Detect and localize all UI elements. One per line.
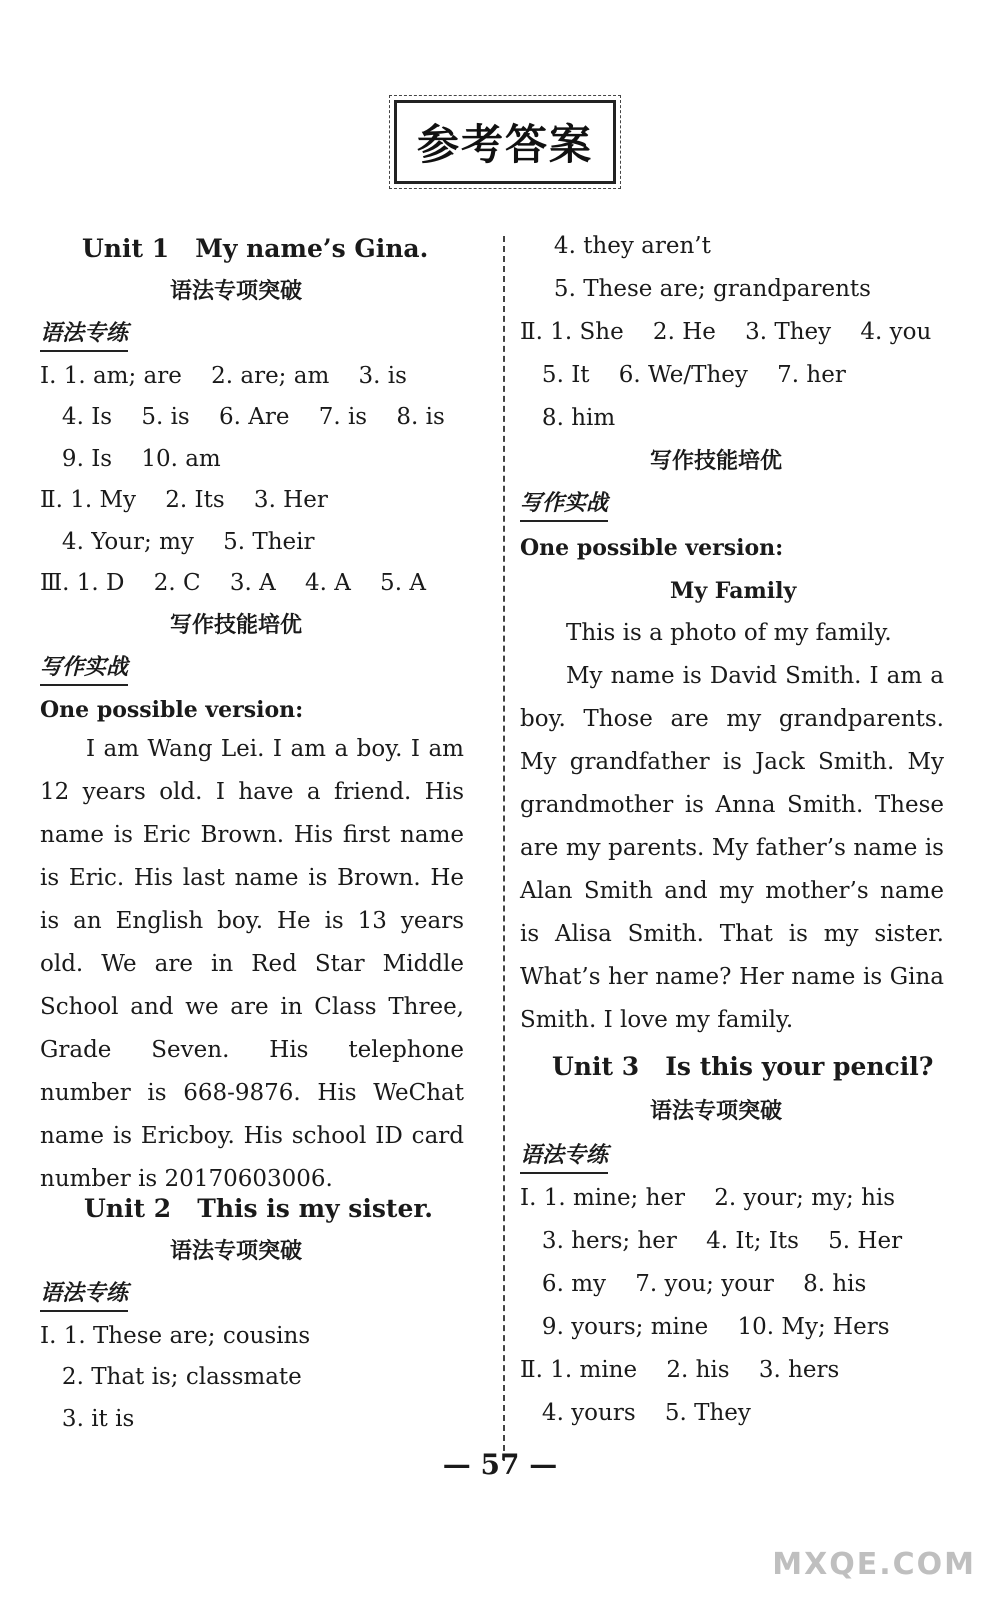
unit2-answer-line: 5. It 6. We/They 7. her [520, 362, 846, 388]
column-divider [503, 236, 505, 1461]
unit2-writing-label: 写作实战 [520, 490, 608, 522]
unit1-answer-line: Ⅲ. 1. D 2. C 3. A 4. A 5. A [40, 570, 426, 596]
unit2-answer-line: Ⅱ. 1. She 2. He 3. They 4. you [520, 319, 932, 345]
unit3-answer-line: 9. yours; mine 10. My; Hers [520, 1314, 890, 1340]
unit1-answer-line: 9. Is 10. am [40, 446, 221, 472]
unit1-version-label: One possible version: [40, 697, 304, 723]
unit1-answer-line: Ⅱ. 1. My 2. Its 3. Her [40, 487, 328, 513]
unit2-answer-line: Ⅰ. 1. These are; cousins [40, 1323, 311, 1349]
unit3-practice-label: 语法专练 [520, 1142, 608, 1174]
unit2-essay-p1: This is a photo of my family. [566, 620, 892, 646]
unit3-grammar-title: 语法专项突破 [650, 1099, 783, 1124]
page-number: — 57 — [442, 1448, 558, 1481]
unit1-heading: Unit 1 My name’s Gina. [82, 234, 429, 263]
unit2-practice-label: 语法专练 [40, 1280, 128, 1312]
unit2-answer-line: 5. These are; grandparents [532, 276, 871, 302]
unit2-heading: Unit 2 This is my sister. [84, 1194, 433, 1223]
page-title: 参考答案 [416, 120, 593, 169]
page-number-value: 57 [480, 1448, 520, 1481]
unit2-answer-line: 2. That is; classmate [40, 1364, 302, 1390]
unit1-answer-line: 4. Your; my 5. Their [40, 529, 315, 555]
unit1-answer-line: Ⅰ. 1. am; are 2. are; am 3. is [40, 363, 407, 389]
unit2-answer-line: 4. they aren’t [532, 233, 711, 259]
unit2-version-label: One possible version: [520, 535, 784, 561]
unit1-answer-line: 4. Is 5. is 6. Are 7. is 8. is [40, 404, 445, 430]
unit1-writing-title: 写作技能培优 [170, 613, 303, 638]
unit1-writing-label: 写作实战 [40, 654, 128, 686]
unit1-practice-label: 语法专练 [40, 320, 128, 352]
unit3-answer-line: Ⅰ. 1. mine; her 2. your; my; his [520, 1185, 896, 1211]
unit3-answer-line: 3. hers; her 4. It; Its 5. Her [520, 1228, 903, 1254]
unit1-essay: I am Wang Lei. I am a boy. I am 12 years old. I have a friend. His name is Eric Brown. His first name is Eric. His last name is Brown. He is an English boy. He is 13 years old. We are in Red Star Middle School and we are in Class Three, Grade Seven. His telephone number is 668-9876. His WeChat name is Ericboy. His school ID card number is 20170603006. [40, 736, 464, 1192]
unit1-grammar-title: 语法专项突破 [170, 279, 303, 304]
unit2-essay-p2: My name is David Smith. I am a boy. Those are my grandparents. My grandfather is Jack Smith. My grandmother is Anna Smith. These are my parents. My father’s name is Alan Smith and my mother’s name is Alisa Smith. That is my sister. What’s her name? Her name is Gina Smith. I love my family. [520, 663, 944, 1033]
unit2-grammar-title: 语法专项突破 [170, 1239, 303, 1264]
unit3-answer-line: Ⅱ. 1. mine 2. his 3. hers [520, 1357, 840, 1383]
unit3-heading: Unit 3 Is this your pencil? [552, 1052, 934, 1081]
unit2-writing-title: 写作技能培优 [650, 449, 783, 474]
unit3-answer-line: 6. my 7. you; your 8. his [520, 1271, 867, 1297]
unit2-answer-line: 8. him [520, 405, 616, 431]
unit2-answer-line: 3. it is [40, 1406, 135, 1432]
watermark: MXQE.COM [772, 1547, 976, 1582]
unit3-answer-line: 4. yours 5. They [520, 1400, 751, 1426]
page-title-box [394, 100, 616, 184]
unit2-essay-title: My Family [670, 578, 797, 604]
